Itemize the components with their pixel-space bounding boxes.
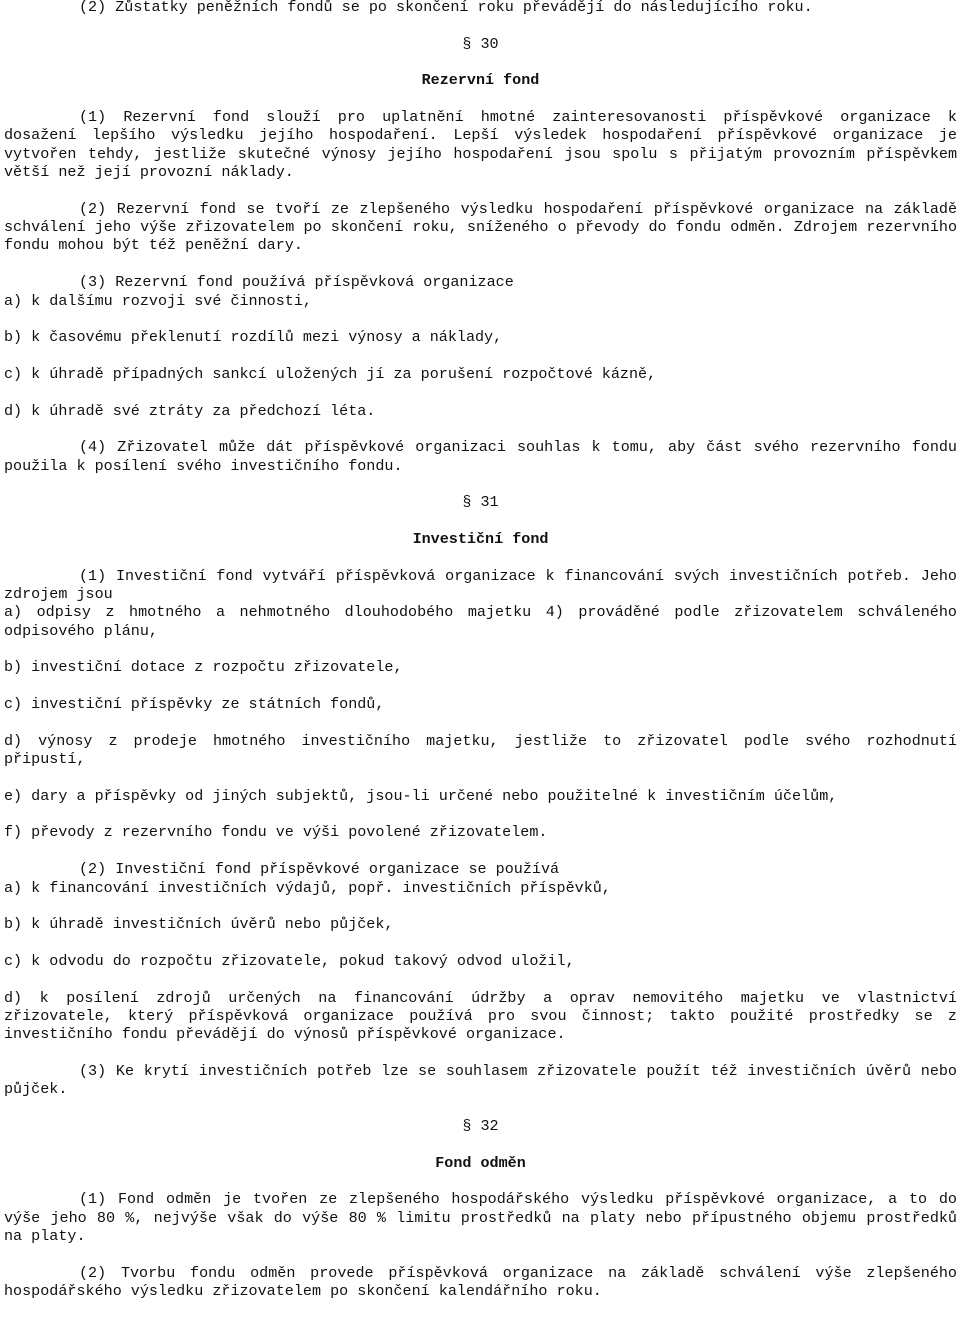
list-item: d) výnosy z prodeje hmotného investičního majetku, jestliže to zřizovatel podle svého rozhodnutí připustí, <box>4 731 957 769</box>
section-31-title: Investiční fond <box>412 529 549 548</box>
list-item: c) k úhradě případných sankcí uložených jí za porušení rozpočtové kázně, <box>4 364 657 383</box>
list-item: a) k dalšímu rozvoji své činnosti, <box>4 291 312 310</box>
s31-paragraph-2-intro: (2) Investiční fond příspěvkové organizace se používá <box>79 860 560 879</box>
s30-paragraph-3-intro: (3) Rezervní fond používá příspěvková organizace <box>79 273 514 292</box>
s30-paragraph-1: (1) Rezervní fond slouží pro uplatnění hmotné zainteresovanosti příspěvkové organizace k dosažení lepšího výsledku jejího hospodaření. Lepší výsledek hospodaření příspěvkové organizace je vytvořen tehdy, jestliže skutečné výnosy jejího hospodaření jsou spolu s přijatým provozním příspěvkem větší než její provozní náklady. <box>4 108 957 182</box>
list-item: c) k odvodu do rozpočtu zřizovatele, pokud takový odvod uložil, <box>4 951 575 970</box>
section-32-title: Fond odměn <box>435 1153 526 1172</box>
section-30-number: § 30 <box>462 34 499 53</box>
s31-paragraph-1-intro: (1) Investiční fond vytváří příspěvková organizace k financování svých investičních potřeb. Jeho zdrojem jsou <box>4 566 957 603</box>
list-item: c) investiční příspěvky ze státních fondů, <box>4 695 385 714</box>
s31-paragraph-3: (3) Ke krytí investičních potřeb lze se souhlasem zřizovatele použít též investičních úvěrů nebo půjček. <box>4 1061 957 1099</box>
list-item: a) odpisy z hmotného a nehmotného dlouhodobého majetku 4) prováděné podle zřizovatelem schváleného odpisového plánu, <box>4 603 957 640</box>
list-item: b) k časovému překlenutí rozdílů mezi výnosy a náklady, <box>4 328 503 347</box>
list-item: d) k posílení zdrojů určených na financování údržby a oprav nemovitého majetku ve vlastnictví zřizovatele, který příspěvková organizace používá pro svou činnost; takto použité prostředky se z investičního fondu převádějí do výnosů příspěvkové organizace. <box>4 988 957 1044</box>
section-31-number: § 31 <box>462 493 499 512</box>
section-30-title: Rezervní fond <box>421 71 540 90</box>
section-32-number: § 32 <box>462 1116 499 1135</box>
s30-paragraph-4: (4) Zřizovatel může dát příspěvkové organizaci souhlas k tomu, aby část svého rezervního fondu použila k posílení svého investičního fondu. <box>4 438 957 475</box>
document-page <box>4 0 957 1319</box>
list-item: b) k úhradě investičních úvěrů nebo půjček, <box>4 915 394 934</box>
s32-paragraph-1: (1) Fond odměn je tvořen ze zlepšeného hospodářského výsledku příspěvkové organizace, a to do výše jeho 80 %, nejvýše však do výše 80 % limitu prostředků na platy nebo přípustného objemu prostředků na platy. <box>4 1190 957 1246</box>
list-item: b) investiční dotace z rozpočtu zřizovatele, <box>4 658 403 677</box>
s32-paragraph-2: (2) Tvorbu fondu odměn provede příspěvková organizace na základě schválení výše zlepšeného hospodářského výsledku zřizovatelem po skončení kalendářního roku. <box>4 1263 957 1301</box>
list-item: d) k úhradě své ztráty za předchozí léta. <box>4 401 376 420</box>
list-item: f) převody z rezervního fondu ve výši povolené zřizovatelem. <box>4 823 548 842</box>
paragraph-intro-2: (2) Zůstatky peněžních fondů se po skončení roku převádějí do následujícího roku. <box>79 0 813 16</box>
list-item: e) dary a příspěvky od jiných subjektů, jsou-li určené nebo použitelné k investičním účelům, <box>4 786 838 805</box>
s30-paragraph-2: (2) Rezervní fond se tvoří ze zlepšeného výsledku hospodaření příspěvkové organizace na základě schválení jeho výše zřizovatelem po skončení roku, sníženého o převody do fondu odměn. Zdrojem rezervního fondu mohou být též peněžní dary. <box>4 199 957 255</box>
list-item: a) k financování investičních výdajů, popř. investičních příspěvků, <box>4 878 611 897</box>
